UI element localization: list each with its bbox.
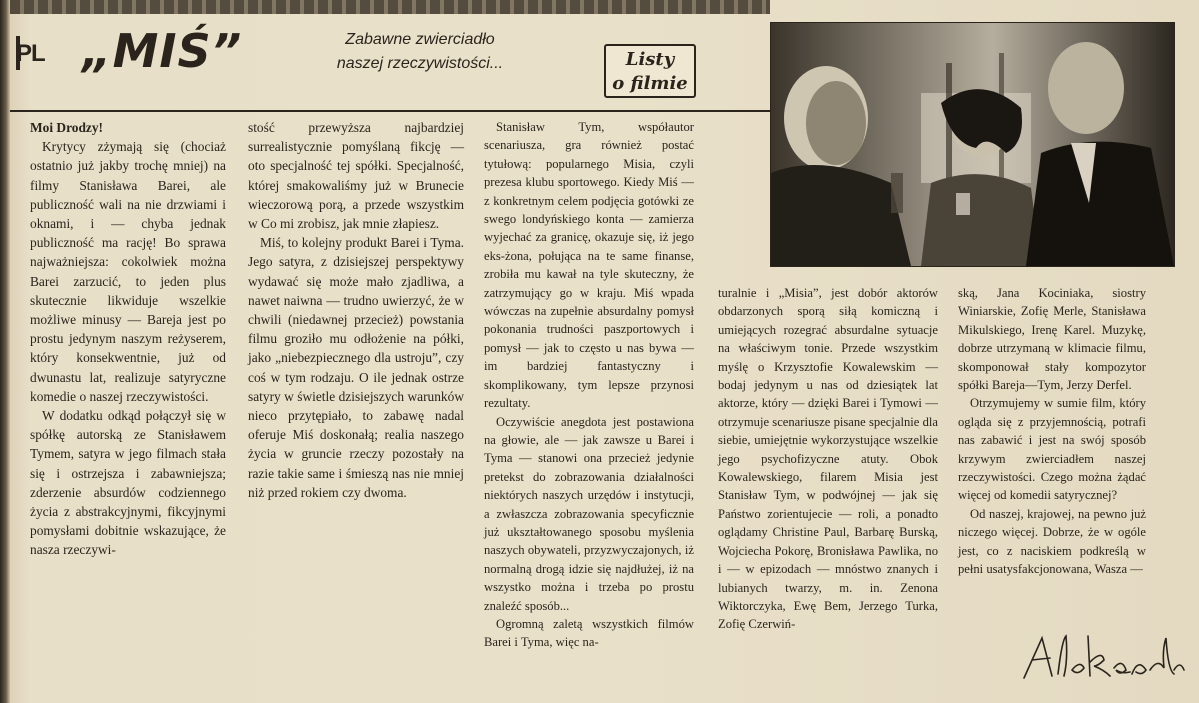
paragraph: ską, Jana Kociniaka, siostry Winiarskie, Zofię Merle, Stanisława Mikulskiego, Irenę Karel. Muzykę, dobrze utrzymaną w klimacie filmu, skomponował stały kompozytor spółki Bareja—Tym, Jerzy Derfel. xyxy=(958,286,1146,393)
badge-line-1: Listy xyxy=(625,49,675,70)
article-column-5 xyxy=(958,284,1146,579)
article-column-2 xyxy=(248,118,464,502)
section-label: PL xyxy=(16,40,45,67)
article-subtitle xyxy=(290,28,550,76)
film-still-image xyxy=(771,23,1174,266)
paragraph: Ogromną zaletą wszystkich filmów Barei i Tyma, więc na- xyxy=(484,616,694,650)
subtitle-line-1: Zabawne zwierciadło xyxy=(345,31,495,48)
article-column-4 xyxy=(718,284,938,634)
header-rule xyxy=(10,110,770,112)
paragraph: Od naszej, krajowej, na pewno już niczego więcej. Dobrze, że w ogóle jest, co z naciskiem podkreślą w pełni usatysfakcjonowana, Wasza — xyxy=(958,506,1146,577)
subtitle-line-2: naszej rzeczywistości... xyxy=(336,55,504,72)
paragraph: Otrzymujemy w sumie film, który ogląda się z przyjemnością, potrafi nas zabawić i jest na swój sposób krzywym zwierciadłem naszej rzeczywistości. Czego można żądać więcej od komedii satyrycznej? xyxy=(958,396,1146,503)
article-title: „MIŚ” xyxy=(82,24,243,78)
paragraph: W dodatku odkąd połączył się w spółkę autorską ze Stanisławem Tymem, satyra w jego filmach stała się i ostrzejsza i zabawniejsza; zderzenie absurdów codziennego życia z abstrakcyjnymi, fikcyjnymi pomysłami dobitnie wskazujące, że nasza rzeczywi- xyxy=(30,408,226,558)
paragraph: Miś, to kolejny produkt Barei i Tyma. Jego satyra, z dzisiejszej perspektywy wydawać się może mało zjadliwa, a nawet naiwna — trudno uwierzyć, że w chwili (niedawnej przecież) powstania filmu groziło mu odłożenie na półki, jako „niebezpiecznego dla ustroju”, czy coś w tym rodzaju. O ile jednak ostrze satyry w świetle dzisiejszych warunków nieco przytępiało, to zabawę nadal oferuje Miś doskonałą; realia naszego życia w gruncie rzeczy pozostały na razie takie same i śmieszą nas nie mniej niż przed rokiem czy dwoma. xyxy=(248,235,464,500)
handwritten-signature xyxy=(1018,630,1188,686)
paragraph: Stanisław Tym, współautor scenariusza, gra również postać tytułową: popularnego Misia, czyli prezesa klubu sportowego. Kiedy Miś — z konkretnym celem podjęcia gotówki ze swego londyńskiego konta — zamierza wyjechać za granicę, okazuje się, iż jego eks-żona, połująca na te same finanse, zrobiła mu kawał na tyle skuteczny, że zatrzymujący go w kraju. Miś wpada wówczas na zupełnie absurdalny pomysł pokonania trudności paszportowych i pomysł — jak to często u nas bywa — im bardziej fantastyczny i skomplikowany, tym lepsze przynosi rezultaty. xyxy=(484,120,694,411)
signature-graphic xyxy=(1018,630,1188,686)
paragraph: Krytycy zżymają się (chociaż ostatnio już jakby trochę mniej) na filmy Stanisława Barei, ale publiczność wali na nie drzwiami i oknami, i — chyba jednak publiczność ma rację! Bo sprawa najważniejsza: cokolwiek można Barei zarzucić, to jeden plus skutecznie likwiduje wszelkie możliwe minusy — Bareja jest po prostu jedynym naszym reżyserem, który konsekwentnie, już od dwunastu lat, realizuje satyryczne komedie o naszej rzeczywistości. xyxy=(30,139,226,404)
paragraph: stość przewyższa najbardziej surrealistycznie pomyślaną fikcję — oto specjalność tej spółki. Specjalność, której smakowaliśmy już w Brunecie wieczorową porą, a przede wszystkim w Co mi zrobisz, jak mnie złapiesz. xyxy=(248,120,464,232)
paragraph: turalnie i „Misia”, jest dobór aktorów obdarzonych sporą siłą komiczną i umiejących rozegrać absurdalne sytuacje na właściwym tonie. Przede wszystkim myślę o Krzysztofie Kowalewskim — bodaj jedynym u nas od dziesiątek lat aktorze, który — dzięki Barei i Tymowi — otrzymuje scenariusze pisane specjalnie dla siebie, umiejętnie wykorzystujące wszelkie jego psychofizyczne atuty. Obok Kowalewskiego, filarem Misia jest Stanisław Tym, w podwójnej — jak się Państwo zorientujecie — roli, a ponadto oglądamy Christine Paul, Barbarę Burską, Wojciecha Pokorę, Bronisława Pawlika, no i — w epizodach — mnóstwo znanych i lubianych twarzy, m. in. Zenona Wiktorczyka, Ewę Bem, Jerzego Turka, Zofię Czerwiń- xyxy=(718,286,938,632)
paragraph: Oczywiście anegdota jest postawiona na głowie, ale — jak zawsze u Barei i Tyma — stanowi ona przecież jedynie pretekst do zobrazowania działalności niektórych naszych urzędów i instytucji, a zwłaszcza zobrazowania specyficznie już ukształtowanego sposobu myślenia naszych obywateli, przyzwyczajonych, iż normalną drogą idzie się najdłużej, iż na wszystko można i trzeba po prostu znaleźć sposób... xyxy=(484,414,694,613)
film-still-photo xyxy=(770,22,1175,267)
column-badge xyxy=(604,44,696,98)
greeting: Moi Drodzy! xyxy=(30,120,104,135)
article-column-1 xyxy=(30,118,226,560)
top-banner-band xyxy=(10,0,770,14)
article-column-3 xyxy=(484,118,694,652)
badge-line-2: o filmie xyxy=(612,73,688,94)
binding-spine xyxy=(0,0,10,703)
